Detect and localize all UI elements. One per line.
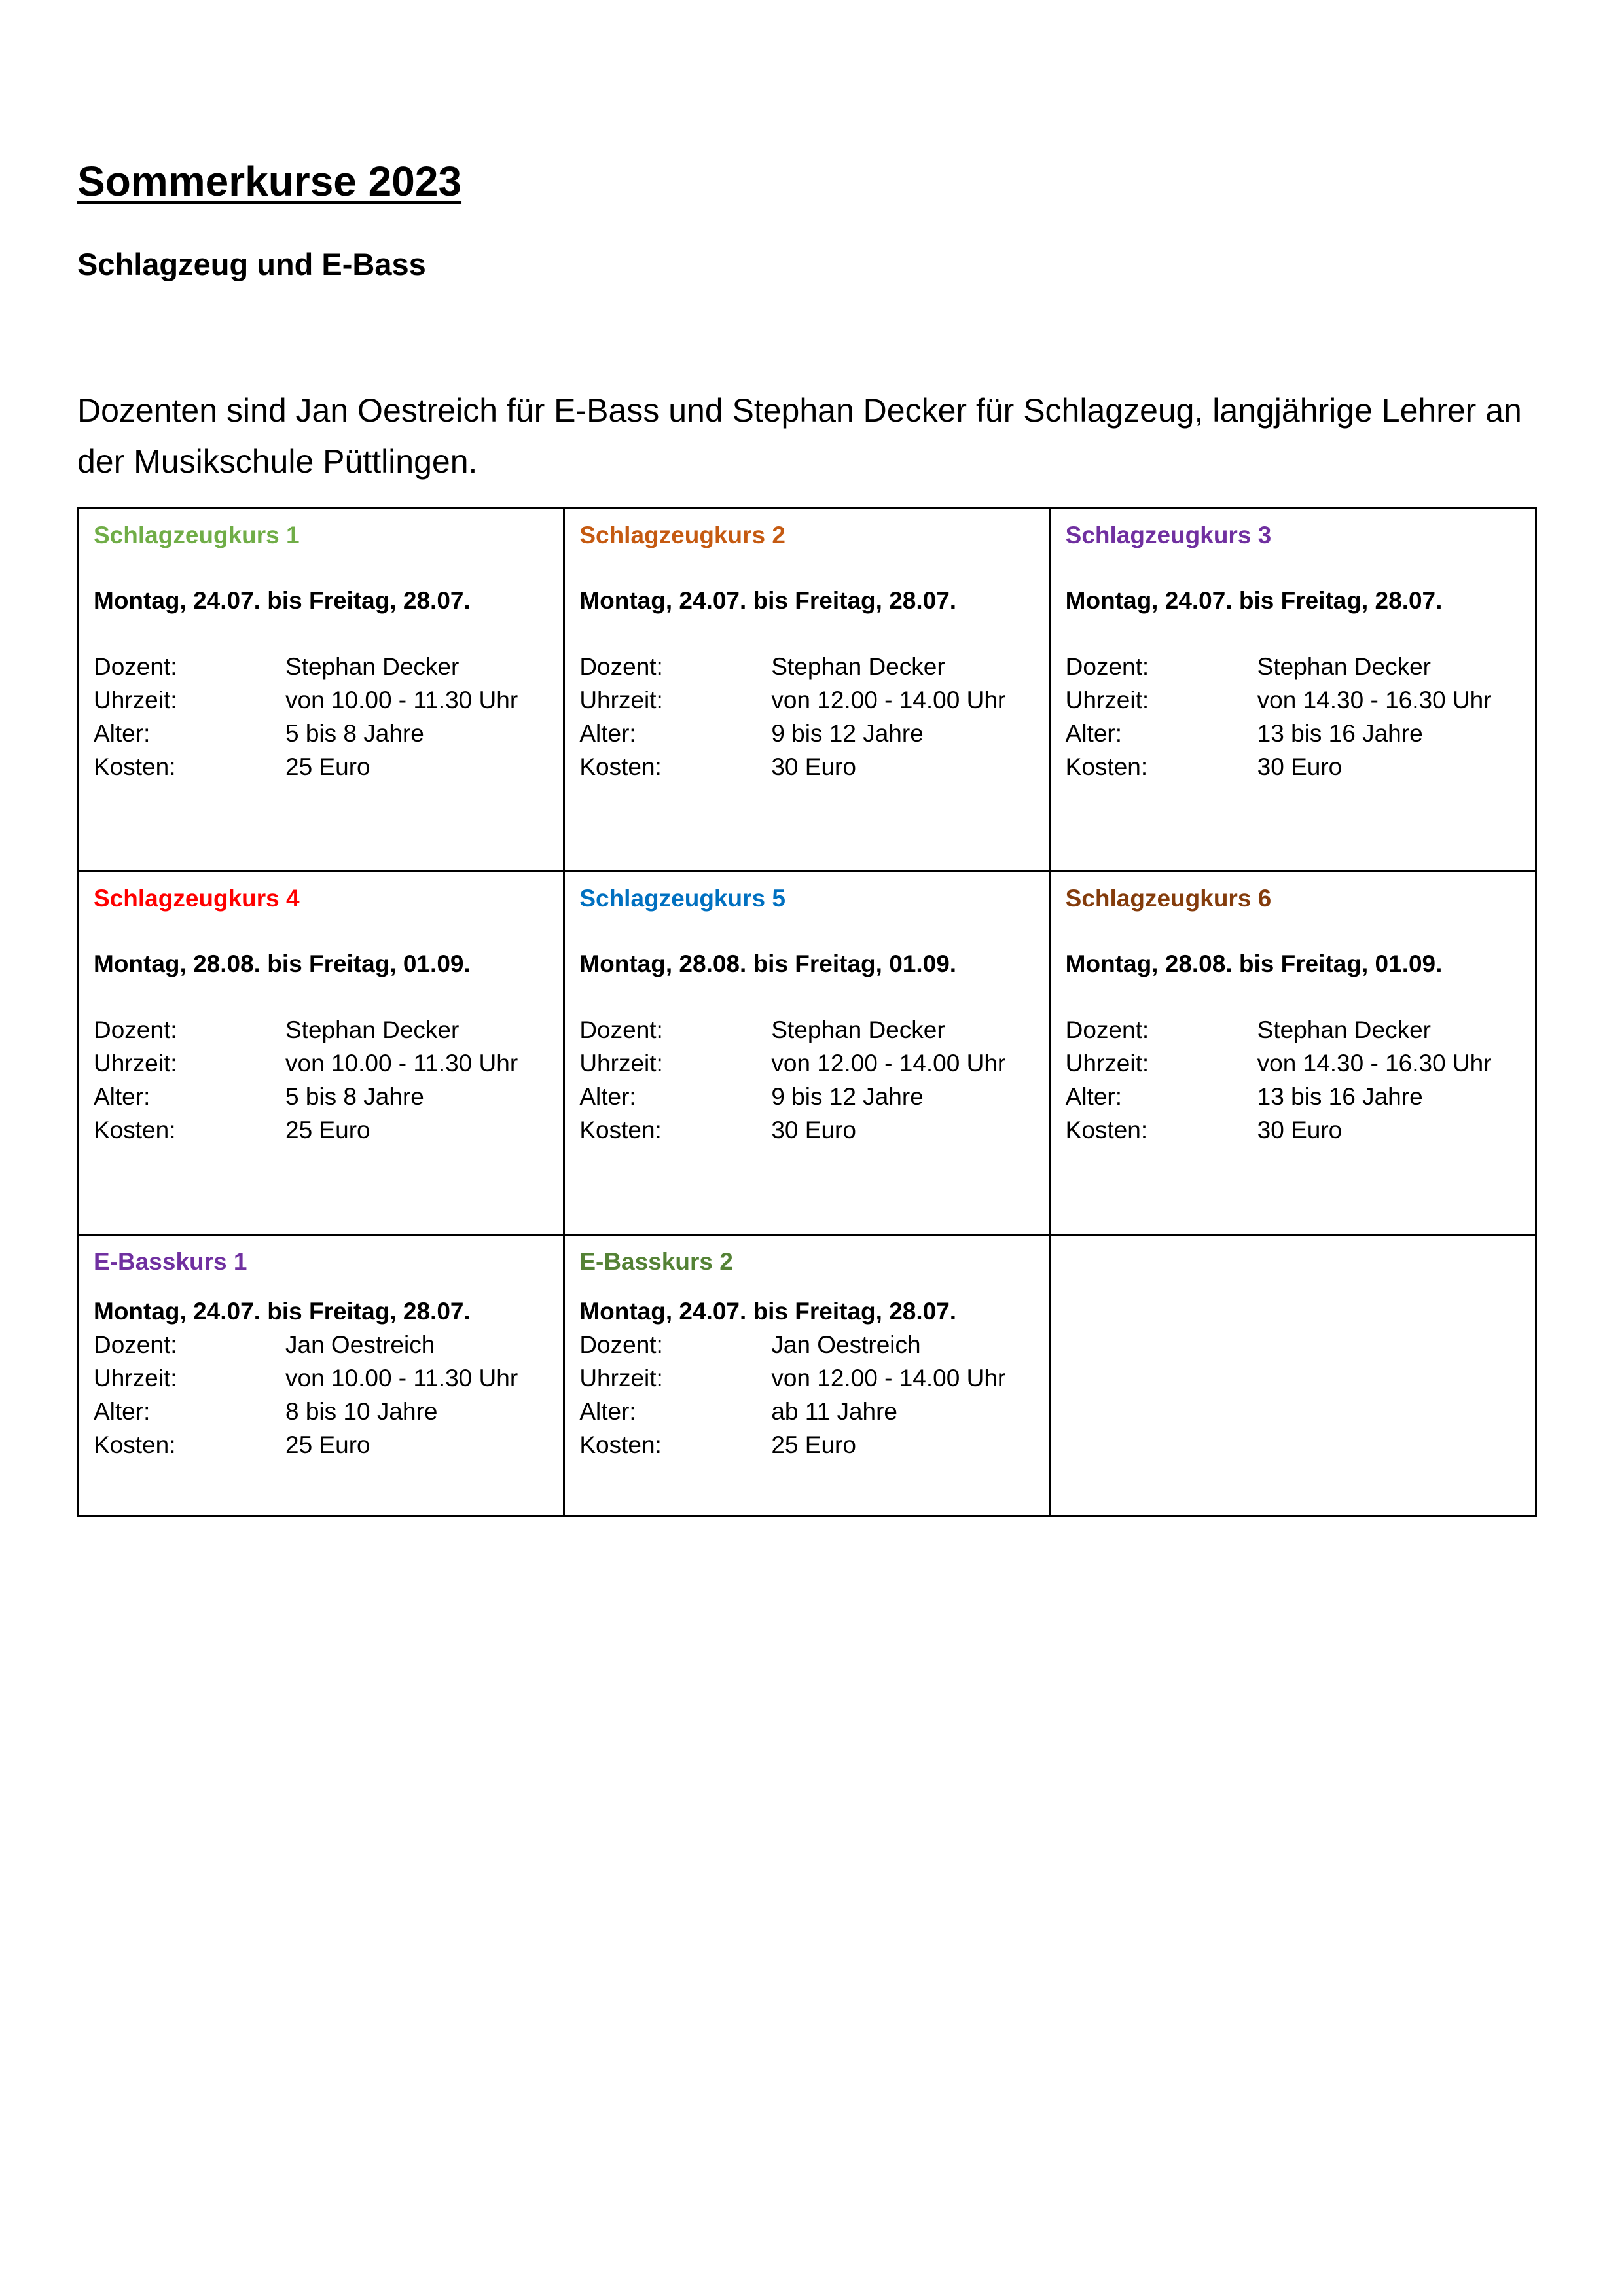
age-label: Alter: [1065,720,1123,747]
time-value: von 14.30 - 16.30 Uhr [1257,687,1492,713]
course-cell [1050,872,1536,1235]
age-value: 5 bis 8 Jahre [285,1083,424,1110]
course-details [1066,650,1521,783]
teacher-label: Dozent: [579,1331,663,1358]
course-details [579,650,1034,783]
time-value: von 14.30 - 16.30 Uhr [1257,1050,1492,1077]
time-label: Uhrzeit: [1065,687,1149,713]
time-label: Uhrzeit: [579,1365,663,1391]
course-dates: Montag, 28.08. bis Freitag, 01.09. [579,950,957,977]
course-row [79,1235,1536,1516]
course-cell [564,872,1050,1235]
time-value: von 12.00 - 14.00 Uhr [771,1050,1006,1077]
course-cell [79,872,564,1235]
age-label: Alter: [94,1083,151,1110]
course-cell [1050,509,1536,872]
age-value: 13 bis 16 Jahre [1257,720,1423,747]
cost-value: 25 Euro [285,753,370,780]
age-value: 5 bis 8 Jahre [285,720,424,747]
course-cell [564,1235,1050,1516]
course-name: E-Basskurs 2 [579,1248,733,1275]
time-label: Uhrzeit: [94,1365,177,1391]
course-cell [79,509,564,872]
time-label: Uhrzeit: [579,687,663,713]
course-details [579,1013,1034,1147]
age-label: Alter: [94,720,151,747]
course-dates: Montag, 24.07. bis Freitag, 28.07. [94,587,471,614]
teacher-label: Dozent: [579,653,663,680]
course-dates: Montag, 24.07. bis Freitag, 28.07. [579,1298,957,1325]
cost-value: 30 Euro [1257,753,1343,780]
empty-cell [1050,1235,1536,1516]
page-subtitle: Schlagzeug und E-Bass [77,247,426,281]
cost-value: 30 Euro [1257,1117,1343,1143]
teacher-value: Stephan Decker [1257,653,1431,680]
age-label: Alter: [579,1398,636,1425]
age-value: 9 bis 12 Jahre [771,1083,924,1110]
teacher-label: Dozent: [94,653,177,680]
course-name: Schlagzeugkurs 6 [1065,885,1272,912]
course-name: Schlagzeugkurs 1 [94,522,300,548]
teacher-label: Dozent: [1065,1016,1149,1043]
cost-value: 25 Euro [771,1431,856,1458]
course-details [94,1013,549,1147]
time-value: von 10.00 - 11.30 Uhr [285,1050,518,1077]
teacher-value: Jan Oestreich [771,1331,921,1358]
page-title: Sommerkurse 2023 [77,158,462,205]
age-label: Alter: [579,1083,636,1110]
course-row [79,872,1536,1235]
time-label: Uhrzeit: [1065,1050,1149,1077]
age-label: Alter: [579,720,636,747]
cost-value: 30 Euro [771,753,856,780]
cost-value: 30 Euro [771,1117,856,1143]
teacher-label: Dozent: [94,1331,177,1358]
age-value: ab 11 Jahre [771,1398,898,1425]
age-label: Alter: [94,1398,151,1425]
age-value: 8 bis 10 Jahre [285,1398,438,1425]
age-label: Alter: [1065,1083,1123,1110]
course-details [1066,1013,1521,1147]
course-details [94,650,549,783]
time-label: Uhrzeit: [94,687,177,713]
course-cell [79,1235,564,1516]
cost-label: Kosten: [94,753,176,780]
course-details [579,1328,1034,1462]
teacher-value: Stephan Decker [285,653,460,680]
cost-label: Kosten: [579,1431,662,1458]
age-value: 9 bis 12 Jahre [771,720,924,747]
course-dates: Montag, 24.07. bis Freitag, 28.07. [579,587,957,614]
cost-label: Kosten: [1065,1117,1148,1143]
cost-label: Kosten: [579,1117,662,1143]
course-dates: Montag, 24.07. bis Freitag, 28.07. [94,1298,471,1325]
course-name: Schlagzeugkurs 3 [1065,522,1272,548]
time-value: von 10.00 - 11.30 Uhr [285,687,518,713]
course-details [94,1328,549,1462]
cost-label: Kosten: [579,753,662,780]
teacher-value: Jan Oestreich [285,1331,435,1358]
course-cell [564,509,1050,872]
cost-label: Kosten: [94,1431,176,1458]
course-dates: Montag, 28.08. bis Freitag, 01.09. [1065,950,1443,977]
course-dates: Montag, 28.08. bis Freitag, 01.09. [94,950,471,977]
course-name: Schlagzeugkurs 4 [94,885,300,912]
intro-paragraph: Dozenten sind Jan Oestreich für E-Bass und Stephan Decker für Schlagzeug, langjährige Lehrer an der Musikschule Püttlingen. [77,392,1522,480]
teacher-label: Dozent: [1065,653,1149,680]
time-value: von 12.00 - 14.00 Uhr [771,687,1006,713]
time-label: Uhrzeit: [94,1050,177,1077]
time-value: von 10.00 - 11.30 Uhr [285,1365,518,1391]
course-name: E-Basskurs 1 [94,1248,247,1275]
cost-label: Kosten: [94,1117,176,1143]
time-value: von 12.00 - 14.00 Uhr [771,1365,1006,1391]
teacher-label: Dozent: [94,1016,177,1043]
teacher-value: Stephan Decker [285,1016,460,1043]
teacher-value: Stephan Decker [771,653,945,680]
cost-value: 25 Euro [285,1431,370,1458]
teacher-value: Stephan Decker [771,1016,945,1043]
course-table [77,507,1537,1517]
course-name: Schlagzeugkurs 5 [579,885,785,912]
time-label: Uhrzeit: [579,1050,663,1077]
teacher-label: Dozent: [579,1016,663,1043]
teacher-value: Stephan Decker [1257,1016,1431,1043]
course-row [79,509,1536,872]
course-name: Schlagzeugkurs 2 [579,522,785,548]
age-value: 13 bis 16 Jahre [1257,1083,1423,1110]
cost-label: Kosten: [1065,753,1148,780]
cost-value: 25 Euro [285,1117,370,1143]
course-dates: Montag, 24.07. bis Freitag, 28.07. [1065,587,1443,614]
